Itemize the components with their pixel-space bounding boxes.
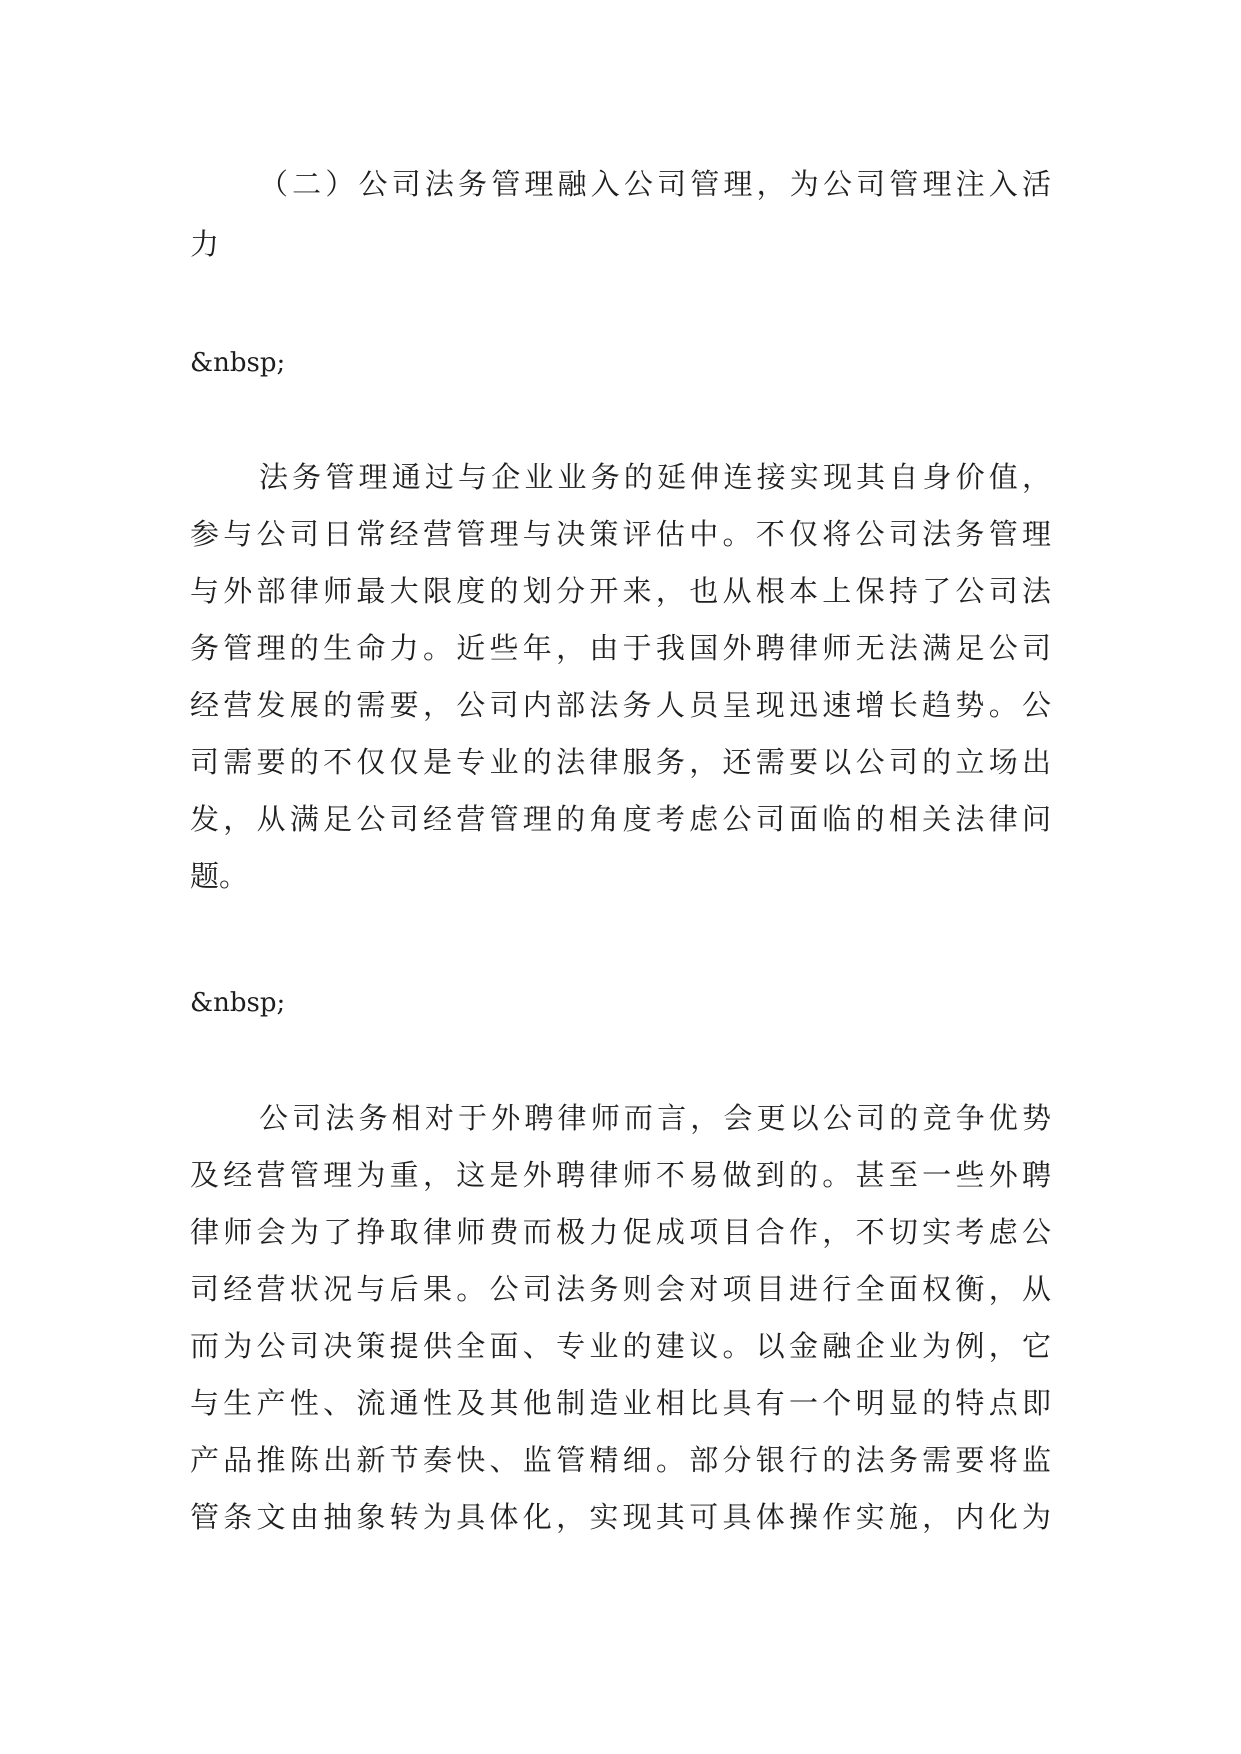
paragraph-line: 务管理的生命力。近些年，由于我国外聘律师无法满足公司 xyxy=(190,631,1051,665)
paragraph-line: 而为公司决策提供全面、专业的建议。以金融企业为例，它 xyxy=(190,1329,1051,1363)
paragraph-line: 司需要的不仅仅是专业的法律服务，还需要以公司的立场出 xyxy=(190,745,1051,779)
section-heading-line: 力 xyxy=(190,227,220,261)
nbsp-placeholder-text: &nbsp; xyxy=(190,988,286,1018)
paragraph-line: 题。 xyxy=(190,859,249,893)
paragraph-line: 与外部律师最大限度的划分开来，也从根本上保持了公司法 xyxy=(190,574,1051,608)
section-heading-line: （二）公司法务管理融入公司管理，为公司管理注入活 xyxy=(259,167,1051,201)
paragraph-line: 与生产性、流通性及其他制造业相比具有一个明显的特点即 xyxy=(190,1386,1051,1420)
paragraph-line: 司经营状况与后果。公司法务则会对项目进行全面权衡，从 xyxy=(190,1272,1051,1306)
paragraph-line: 发，从满足公司经营管理的角度考虑公司面临的相关法律问 xyxy=(190,802,1051,836)
paragraph-line: 及经营管理为重，这是外聘律师不易做到的。甚至一些外聘 xyxy=(190,1158,1051,1192)
paragraph-line: 管条文由抽象转为具体化，实现其可具体操作实施，内化为 xyxy=(190,1500,1051,1534)
paragraph-line: 法务管理通过与企业业务的延伸连接实现其自身价值， xyxy=(259,460,1051,494)
paragraph-line: 公司法务相对于外聘律师而言，会更以公司的竞争优势 xyxy=(259,1101,1051,1135)
paragraph-line: 律师会为了挣取律师费而极力促成项目合作，不切实考虑公 xyxy=(190,1215,1051,1249)
nbsp-placeholder-text: &nbsp; xyxy=(190,348,286,378)
paragraph-line: 参与公司日常经营管理与决策评估中。不仅将公司法务管理 xyxy=(190,517,1051,551)
paragraph-line: 经营发展的需要，公司内部法务人员呈现迅速增长趋势。公 xyxy=(190,688,1051,722)
paragraph-line: 产品推陈出新节奏快、监管精细。部分银行的法务需要将监 xyxy=(190,1443,1051,1477)
